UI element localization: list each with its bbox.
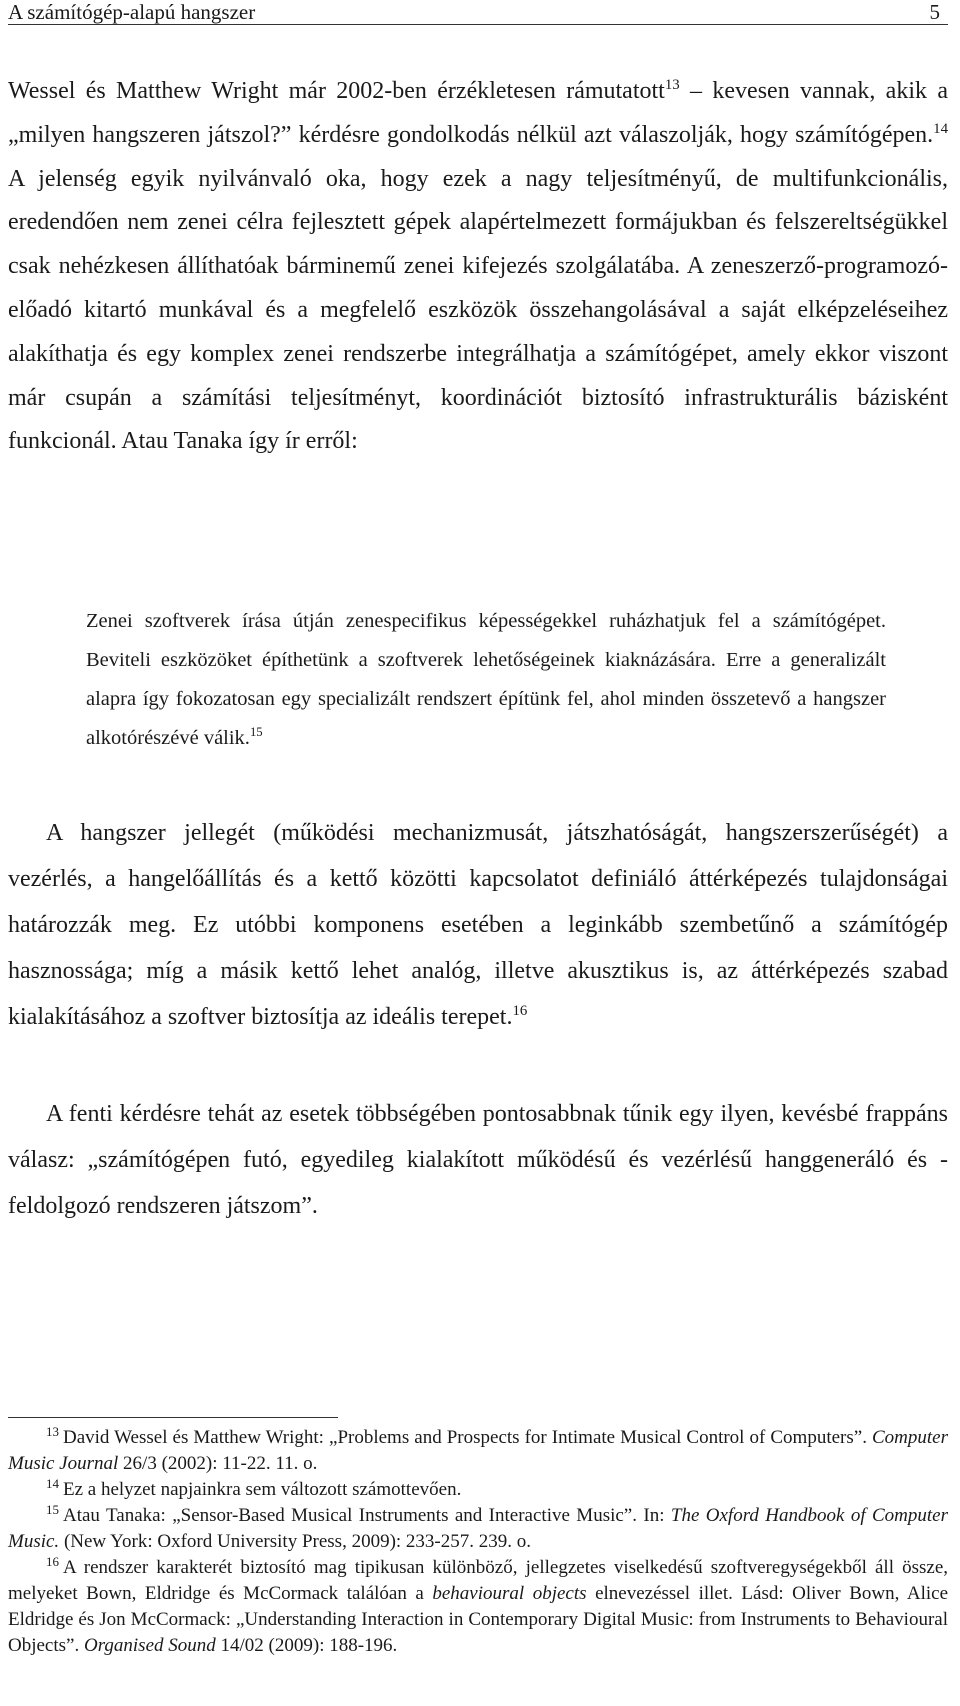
footnote-mark: 14	[46, 1475, 59, 1491]
footnote-text: 14/02 (2009): 188-196.	[215, 1635, 398, 1656]
footnote-mark: 13	[46, 1423, 59, 1439]
paragraph-1-text-b: – kevesen vannak, akik a „milyen hangszeren játszol?” kérdésre gondolkodás nélkül azt válaszolják, hogy számítógépen.	[8, 78, 948, 148]
footnote-text: Ez a helyzet napjainkra sem változott számottevően.	[63, 1479, 462, 1500]
page-number: 5	[929, 0, 940, 24]
footnote-13	[8, 1425, 948, 1477]
block-quote-text: Zenei szoftverek írása útján zenespecifikus képességekkel ruházhatjuk fel a számítógépet. Beviteli eszközöket építhetünk a szoftverek lehetőségeinek kiaknázására. Erre a generalizált alapra így fokozatosan egy specializált rendszert építünk fel, ahol minden összetevő a hangszer alkotórészévé válik.	[86, 610, 886, 749]
footnote-16	[8, 1555, 948, 1659]
footnote-italic: Computer Music Journal	[8, 1427, 948, 1474]
footnote-text: Atau Tanaka: „Sensor-Based Musical Instruments and Interactive Music”. In:	[63, 1505, 671, 1526]
footnote-text: David Wessel és Matthew Wright: „Problems and Prospects for Intimate Musical Control of Computers”.	[63, 1427, 872, 1448]
footnote-15	[8, 1503, 948, 1555]
footnote-ref-13[interactable]: 13	[664, 77, 680, 93]
footnote-text: A rendszer karakterét biztosító mag tipikusan különböző, jellegzetes viselkedésű szoftveregységekből áll össze, melyeket Bown, Eldridge és McCormack találóan a	[8, 1557, 948, 1604]
paragraph-3: A fenti kérdésre tehát az esetek többségében pontosabbnak tűnik egy ilyen, kevésbé frappáns válasz: „számítógépen futó, egyedileg kialakított működésű és vezérlésű hanggeneráló és -feldolgozó rendszeren játszom”.	[8, 1101, 948, 1219]
footnote-14	[8, 1477, 948, 1503]
footnote-ref-15[interactable]: 15	[249, 725, 263, 740]
footnote-italic: The Oxford Handbook of Computer Music.	[8, 1505, 948, 1552]
footnote-mark: 16	[46, 1553, 59, 1569]
paragraph-1-text-a: Wessel és Matthew Wright már 2002-ben érzékletesen rámutatott	[8, 78, 665, 104]
footnote-italic: Organised Sound	[83, 1635, 216, 1656]
paragraph-2	[8, 810, 948, 1040]
paragraph-1	[8, 70, 948, 464]
running-header-title: A számítógép-alapú hangszer	[8, 0, 256, 24]
footnote-ref-16[interactable]: 16	[512, 1003, 528, 1019]
paragraph-1-text-c: A jelenség egyik nyilvánvaló oka, hogy ezek a nagy teljesítményű, de multifunkcionális, eredendően nem zenei célra fejlesztett gépek alapértelmezett formájukban és felszereltségükkel csak nehézkesen állíthatóak bárminemű zenei kifejezés szolgálatába. A zeneszerző-programozó-előadó kitartó munkával és a megfelelő eszközök összehangolásával a saját elképzeléseihez alakíthatja és egy komplex zenei rendszerbe integrálhatja a számítógépet, amely ekkor viszont már csupán a számítási teljesítményt, koordinációt biztosító infrastrukturális bázisként funkcionál. Atau Tanaka így ír erről:	[8, 165, 948, 455]
footnote-ref-14[interactable]: 14	[933, 120, 948, 137]
paragraph-2-text: A hangszer jellegét (működési mechanizmusát, játszhatóságát, hangszerszerűségét) a vezérlés, a hangelőállítás és a kettő közötti kapcsolatot definiáló áttérképezés tulajdonságai határozzák meg. Ez utóbbi komponens esetében a leginkább szembetűnő a számítógép hasznossága; míg a másik kettő lehet analóg, illetve akusztikus is, az áttérképezés szabad kialakításához a szoftver biztosítja az ideális terepet.	[8, 820, 948, 1030]
footnote-separator	[8, 1417, 338, 1418]
running-header	[8, 0, 948, 25]
block-quote	[86, 602, 886, 758]
footnote-mark: 15	[46, 1501, 59, 1517]
footnote-text: elnevezéssel illet. Lásd: Oliver Bown, Alice Eldridge és Jon McCormack: „Understanding Interaction in Contemporary Digital Music: from Instruments to Behavioural Objects”.	[8, 1583, 949, 1656]
footnote-italic: behavioural objects	[432, 1583, 587, 1604]
footnote-text: (New York: Oxford University Press, 2009): 233-257. 239. o.	[59, 1531, 531, 1552]
footnotes	[8, 1425, 948, 1659]
footnote-text: 26/3 (2002): 11-22. 11. o.	[118, 1453, 318, 1474]
